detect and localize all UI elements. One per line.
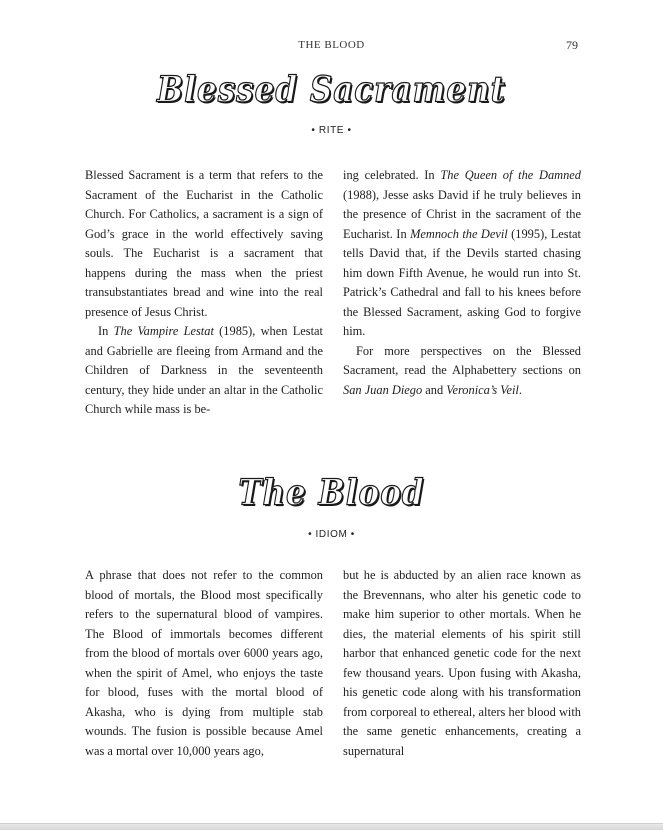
text-span: (1995), Lestat tells David that, if the Devils started chasing him down Fifth Avenue, he would run into St. Patrick’s Cathedral and fall to his knees before the Blessed Sacrament, asking God to forgive him. — [343, 226, 581, 338]
cross-reference: Veronica’s Veil — [446, 382, 519, 397]
book-title: The Vampire Lestat — [113, 324, 214, 338]
entry1-column-left — [85, 166, 323, 420]
text-span: (1988), Jesse asks David if he truly believes in the presence of Christ in the sacrament of the Eucharist. In — [343, 187, 581, 241]
paragraph — [85, 322, 323, 420]
entry-type-idiom: • IDIOM • — [308, 529, 355, 540]
page-number: 79 — [566, 38, 578, 52]
entry-title-blessed-sacrament: Blessed Sacrament — [157, 69, 506, 111]
book-title: The Queen of the Damned — [440, 168, 581, 182]
entry-type-rite: • RITE • — [311, 125, 352, 136]
page-edge — [0, 823, 663, 830]
cross-reference: San Juan Diego — [343, 382, 423, 397]
text-span: and — [422, 382, 447, 397]
entry-title-the-blood: The Blood — [238, 472, 425, 514]
paragraph — [343, 166, 581, 342]
paragraph: A phrase that does not refer to the common blood of mortals, the Blood most specifically refers to the supernatural blood of vampires. The Blood of immortals becomes different from the blood of mortals over 6000 years ago, when the spirit of Amel, who enjoys the taste for blood, fuses with the mortal blood of Akasha, who is dying from multiple stab wounds. The fusion is possible because Amel was a mortal over 10,000 years ago, — [85, 568, 323, 758]
text-span: In — [98, 324, 114, 338]
running-head: THE BLOOD — [298, 39, 365, 51]
paragraph — [343, 342, 581, 401]
paragraph: but he is abducted by an alien race known as the Brevennans, who alter his genetic code to make him superior to other mortals. When he dies, the material elements of his spirit still harbor that enhanced genetic code for the next few thousand years. Upon fusing with Akasha, his genetic code along with his transformation from corporeal to ethereal, alters her blood with the same genetic enhancements, creating a supernatural — [343, 568, 581, 758]
text-span: For more perspectives on the Blessed Sacrament, read the Alphabettery sections on — [343, 343, 581, 377]
entry2-column-right — [343, 566, 581, 761]
text-span: . — [518, 382, 522, 397]
entry2-column-left — [85, 566, 323, 761]
paragraph: Blessed Sacrament is a term that refers to the Sacrament of the Eucharist in the Catholic Church. For Catholics, a sacrament is a sign of God’s grace in the world effectively saving souls. The Eucharist is a sacrament that happens during the mass when the priest transubstantiates bread and wine into the real presence of Jesus Christ. — [85, 168, 323, 319]
text-span: (1985), when Lestat and Gabrielle are fleeing from Armand and the Children of Darkness in the seventeenth century, they hide under an altar in the Catholic Church while mass is be- — [85, 324, 323, 416]
book-title: Memnoch the Devil — [410, 226, 508, 241]
text-span: ing celebrated. In — [343, 168, 441, 182]
entry1-column-right — [343, 166, 581, 400]
